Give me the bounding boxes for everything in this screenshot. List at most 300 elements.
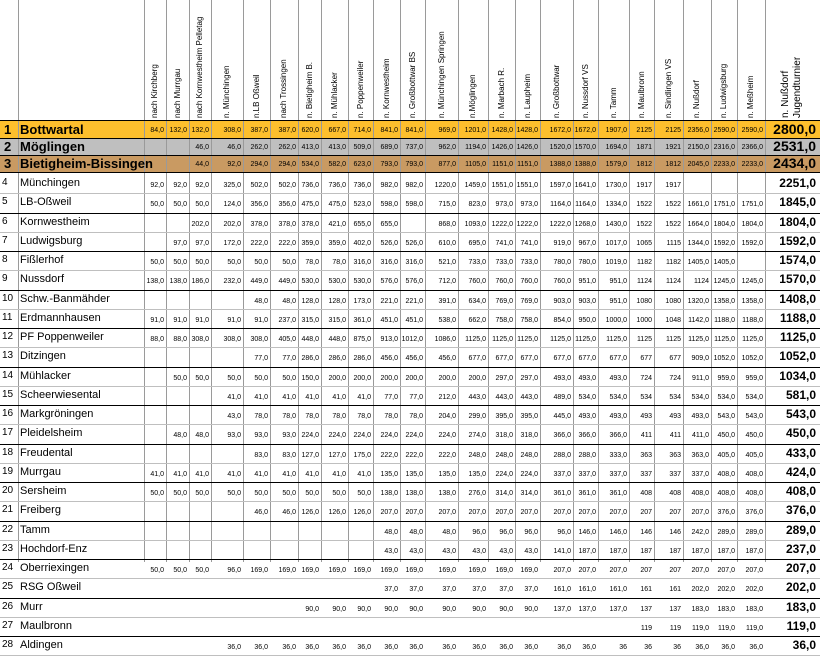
- total-score: 433,0: [785, 445, 816, 460]
- score-cell: 1125: [636, 336, 652, 343]
- score-cell: 127,0: [301, 451, 319, 459]
- score-cell: 1115: [666, 239, 681, 247]
- score-cell: 1334,0: [605, 201, 627, 209]
- score-cell: 316,0: [380, 259, 398, 266]
- score-cell: 449,0: [278, 278, 296, 286]
- score-cell: 221,0: [380, 297, 398, 305]
- score-cell: 1592,0: [741, 239, 763, 247]
- row-rank: 23: [2, 542, 14, 554]
- score-cell: 222,0: [278, 239, 296, 247]
- score-cell: 2590,0: [741, 127, 763, 134]
- score-cell: 308,0: [191, 336, 209, 343]
- column-header-c3: n. Münchingen: [222, 65, 231, 118]
- score-cell: 286,0: [328, 355, 346, 363]
- score-cell: 126,0: [301, 509, 319, 517]
- score-cell: 451,0: [380, 316, 398, 324]
- score-cell: 222,0: [405, 451, 423, 459]
- row-rank: 18: [2, 446, 14, 458]
- score-cell: 534,0: [745, 393, 763, 401]
- score-cell: 951,0: [578, 278, 596, 286]
- score-cell: 634,0: [468, 297, 486, 305]
- score-cell: 780,0: [578, 259, 596, 266]
- score-cell: 1245,0: [741, 278, 763, 286]
- score-cell: 187,0: [578, 547, 596, 555]
- score-cell: 376,0: [717, 509, 735, 517]
- score-cell: 46,0: [195, 144, 209, 151]
- score-cell: 714,0: [353, 127, 371, 134]
- row-separator: [0, 367, 820, 368]
- score-cell: 146: [669, 528, 681, 536]
- score-cell: 83,0: [254, 451, 268, 459]
- score-cell: 363: [640, 451, 652, 459]
- score-cell: 1125,0: [550, 336, 571, 343]
- score-cell: 46,0: [254, 509, 268, 517]
- score-cell: 90,0: [357, 605, 371, 613]
- row-rank: 2: [4, 139, 12, 154]
- score-cell: 294,0: [250, 161, 268, 168]
- score-cell: 92,0: [227, 161, 241, 168]
- score-cell: 623,0: [353, 161, 371, 168]
- score-cell: 903,0: [578, 297, 596, 305]
- score-cell: 207,0: [745, 567, 763, 574]
- score-cell: 677: [640, 355, 652, 363]
- score-cell: 224,0: [328, 432, 346, 440]
- row-separator: [0, 424, 820, 425]
- score-cell: 1694,0: [605, 144, 627, 151]
- score-cell: 361,0: [578, 490, 596, 497]
- column-header-c7: n. Mühlacker: [329, 72, 339, 118]
- score-cell: 363,0: [691, 451, 709, 459]
- score-cell: 1358,0: [741, 297, 763, 305]
- total-score: 1574,0: [779, 253, 816, 267]
- score-cell: 366,0: [553, 432, 571, 440]
- score-cell: 224,0: [520, 470, 538, 478]
- score-cell: 274,0: [468, 432, 486, 440]
- row-separator: [0, 540, 820, 541]
- club-name: Schw.-Banmähder: [20, 292, 110, 305]
- score-cell: 150,0: [301, 374, 319, 382]
- score-cell: 951,0: [609, 297, 627, 305]
- score-cell: 207,0: [691, 567, 709, 574]
- score-cell: 173,0: [353, 297, 371, 305]
- score-cell: 248,0: [468, 451, 486, 459]
- row-separator: [0, 463, 820, 464]
- score-cell: 90,0: [332, 605, 346, 613]
- score-cell: 50,0: [150, 567, 164, 574]
- score-cell: 1182: [636, 259, 652, 266]
- score-cell: 366,0: [578, 432, 596, 440]
- score-cell: 78,0: [305, 259, 319, 266]
- score-cell: 443,0: [520, 393, 538, 401]
- total-score: 2434,0: [773, 155, 816, 171]
- score-cell: 408,0: [717, 490, 735, 497]
- score-cell: 677,0: [495, 355, 513, 363]
- score-cell: 138,0: [438, 490, 456, 497]
- score-cell: 207,0: [578, 567, 596, 574]
- score-cell: 78,0: [409, 413, 423, 420]
- score-cell: 1388,0: [549, 161, 571, 168]
- score-cell: 959,0: [745, 374, 763, 382]
- score-cell: 43,0: [524, 547, 538, 555]
- score-cell: 288,0: [578, 451, 596, 459]
- score-cell: 207,0: [578, 509, 596, 517]
- row-rank: 4: [2, 177, 8, 188]
- score-cell: 1124: [665, 278, 681, 286]
- score-cell: 48,0: [254, 297, 268, 305]
- score-cell: 202,0: [691, 586, 709, 594]
- score-cell: 493,0: [578, 413, 596, 420]
- score-cell: 169,0: [278, 567, 296, 574]
- score-cell: 78,0: [332, 413, 346, 420]
- score-cell: 677,0: [578, 355, 596, 363]
- score-cell: 161,0: [578, 586, 596, 594]
- score-cell: 186,0: [191, 278, 209, 286]
- club-name: Bottwartal: [20, 122, 84, 137]
- score-cell: 36: [673, 644, 681, 651]
- club-name: Münchingen: [20, 177, 80, 189]
- score-cell: 598,0: [405, 201, 423, 209]
- score-cell: 1105,0: [465, 161, 486, 168]
- club-name: Mühlacker: [20, 369, 71, 382]
- score-cell: 1017,0: [605, 239, 627, 247]
- score-cell: 137,0: [578, 605, 596, 613]
- score-cell: 1220,0: [434, 182, 456, 189]
- score-cell: 2045,0: [687, 161, 709, 168]
- row-separator: [0, 444, 820, 445]
- score-cell: 534,0: [301, 161, 319, 168]
- club-name: Nussdorf: [20, 273, 65, 286]
- score-cell: 48,0: [409, 528, 423, 536]
- score-cell: 1320,0: [687, 297, 709, 305]
- score-cell: 1917: [665, 182, 681, 189]
- score-cell: 169,0: [468, 567, 486, 574]
- score-cell: 450,0: [717, 432, 735, 440]
- score-cell: 689,0: [380, 144, 398, 151]
- row-rank: 13: [2, 350, 14, 362]
- score-cell: 41,0: [357, 470, 371, 478]
- score-cell: 207,0: [691, 509, 709, 517]
- score-cell: 366,0: [609, 432, 627, 440]
- total-score: 1125,0: [779, 330, 816, 344]
- score-cell: 119: [640, 624, 652, 632]
- score-cell: 402,0: [353, 239, 371, 247]
- score-cell: 187: [640, 547, 652, 555]
- score-cell: 1019,0: [605, 259, 627, 266]
- score-cell: 973,0: [495, 201, 513, 209]
- score-cell: 1812: [665, 161, 681, 168]
- score-cell: 41,0: [150, 470, 164, 478]
- score-cell: 769,0: [495, 297, 513, 305]
- score-cell: 224,0: [495, 470, 513, 478]
- score-cell: 78,0: [384, 413, 398, 420]
- score-cell: 1570,0: [574, 144, 596, 151]
- score-cell: 141,0: [553, 547, 571, 555]
- score-cell: 207,0: [380, 509, 398, 517]
- score-cell: 146,0: [578, 528, 596, 536]
- score-cell: 161: [640, 586, 652, 594]
- score-cell: 289,0: [717, 528, 735, 536]
- score-cell: 96,0: [472, 528, 486, 536]
- score-cell: 982,0: [405, 182, 423, 189]
- score-cell: 90,0: [305, 605, 319, 613]
- score-cell: 41,0: [305, 470, 319, 478]
- score-cell: 1388,0: [574, 161, 596, 168]
- row-separator: [0, 138, 820, 139]
- score-cell: 2366,0: [741, 144, 763, 151]
- row-separator: [0, 501, 820, 502]
- score-cell: 78,0: [357, 413, 371, 420]
- score-cell: 248,0: [495, 451, 513, 459]
- score-cell: 200,0: [328, 374, 346, 382]
- total-score: 119,0: [786, 618, 816, 633]
- score-cell: 93,0: [227, 432, 241, 440]
- score-cell: 576,0: [405, 278, 423, 286]
- score-cell: 1164,0: [550, 201, 571, 209]
- score-cell: 534,0: [691, 393, 709, 401]
- score-cell: 530,0: [353, 278, 371, 286]
- score-cell: 44,0: [195, 161, 209, 168]
- score-cell: 733,0: [495, 259, 513, 266]
- score-cell: 37,0: [384, 586, 398, 594]
- score-cell: 77,0: [409, 393, 423, 401]
- score-cell: 78,0: [332, 259, 346, 266]
- score-cell: 96,0: [227, 567, 241, 574]
- score-cell: 1222,0: [491, 220, 513, 228]
- score-cell: 299,0: [468, 413, 486, 420]
- club-name: PF Poppenweiler: [20, 331, 104, 343]
- score-cell: 288,0: [553, 451, 571, 459]
- column-header-c4: n.LB Oßweil: [251, 74, 261, 118]
- column-header-c13: n. Marbach R.: [496, 67, 506, 118]
- total-score: 1592,0: [779, 233, 816, 248]
- row-rank: 15: [2, 388, 14, 400]
- row-separator: [0, 578, 820, 579]
- score-cell: 50,0: [282, 490, 296, 497]
- score-cell: 1052,0: [741, 355, 763, 363]
- score-cell: 903,0: [553, 297, 571, 305]
- score-cell: 50,0: [195, 490, 209, 497]
- score-cell: 534,0: [578, 393, 596, 401]
- score-cell: 232,0: [223, 278, 241, 286]
- score-cell: 36: [619, 644, 627, 651]
- score-cell: 325,0: [223, 182, 241, 189]
- score-cell: 50,0: [173, 490, 187, 497]
- score-cell: 187,0: [691, 547, 709, 555]
- score-cell: 119,0: [718, 624, 735, 632]
- score-cell: 1125,0: [575, 336, 596, 343]
- score-cell: 77,0: [254, 355, 268, 363]
- score-cell: 315,0: [301, 316, 319, 324]
- score-cell: 337,0: [578, 470, 596, 478]
- score-cell: 224,0: [405, 432, 423, 440]
- score-cell: 724: [669, 374, 681, 382]
- score-cell: 854,0: [553, 316, 571, 324]
- score-cell: 337,0: [691, 470, 709, 478]
- club-name: Bietigheim-Bissingen: [20, 156, 153, 171]
- score-cell: 146: [640, 528, 652, 536]
- score-cell: 695,0: [468, 239, 486, 247]
- score-cell: 1597,0: [549, 182, 571, 189]
- score-cell: 1641,0: [574, 182, 596, 189]
- score-cell: 737,0: [405, 144, 423, 151]
- score-cell: 451,0: [405, 316, 423, 324]
- score-cell: 207: [640, 567, 652, 574]
- score-cell: 50,0: [195, 567, 209, 574]
- score-cell: 913,0: [380, 336, 398, 343]
- score-cell: 43,0: [384, 547, 398, 555]
- score-cell: 200,0: [405, 374, 423, 382]
- score-cell: 242,0: [691, 528, 709, 536]
- score-cell: 841,0: [405, 127, 423, 134]
- score-cell: 1405,0: [713, 259, 735, 266]
- club-name: Kornwestheim: [20, 215, 90, 228]
- score-cell: 408,0: [717, 470, 735, 478]
- column-header-c22: n. Meßheim: [746, 75, 755, 118]
- column-header-c2: nach Kornwestheim Pelletag: [195, 16, 204, 118]
- score-cell: 677,0: [553, 355, 571, 363]
- score-cell: 411: [640, 432, 652, 440]
- club-name: Markgröningen: [20, 408, 94, 420]
- score-cell: 1125,0: [606, 336, 627, 343]
- score-cell: 395,0: [495, 413, 513, 420]
- score-cell: 1188,0: [742, 316, 763, 324]
- score-cell: 169,0: [328, 567, 346, 574]
- score-cell: 1672,0: [574, 127, 596, 134]
- score-cell: 135,0: [468, 470, 486, 478]
- club-name: Tamm: [20, 523, 50, 536]
- score-cell: 91,0: [195, 316, 209, 324]
- score-cell: 138,0: [380, 490, 398, 497]
- score-cell: 1125,0: [492, 336, 513, 343]
- score-cell: 91,0: [254, 316, 268, 324]
- score-cell: 1551,0: [491, 182, 513, 189]
- score-cell: 1917: [636, 182, 652, 189]
- score-cell: 48,0: [384, 528, 398, 536]
- row-separator: [0, 328, 820, 329]
- score-cell: 262,0: [250, 144, 268, 151]
- score-cell: 1201,0: [464, 127, 486, 134]
- score-cell: 875,0: [353, 336, 371, 343]
- score-cell: 202,0: [223, 220, 241, 228]
- total-score: 1188,0: [779, 310, 816, 325]
- score-cell: 1125,0: [517, 336, 538, 343]
- row-rank: 10: [2, 292, 14, 304]
- score-cell: 200,0: [468, 374, 486, 382]
- score-cell: 50,0: [332, 490, 346, 497]
- score-cell: 1522: [636, 220, 652, 228]
- score-cell: 973,0: [520, 201, 538, 209]
- total-score: 581,0: [785, 387, 816, 402]
- column-header-c10: n. Großbottwar BS: [407, 51, 417, 118]
- score-cell: 2356,0: [687, 127, 709, 134]
- score-cell: 493,0: [609, 413, 627, 420]
- score-cell: 1151,0: [517, 161, 538, 168]
- score-cell: 1222,0: [516, 220, 538, 228]
- score-cell: 493,0: [691, 413, 709, 420]
- score-cell: 50,0: [150, 201, 164, 209]
- score-cell: 48,0: [442, 528, 456, 536]
- score-cell: 448,0: [328, 336, 346, 343]
- score-cell: 41,0: [173, 470, 187, 478]
- score-cell: 408,0: [691, 490, 709, 497]
- score-cell: 187: [669, 547, 681, 555]
- score-cell: 1520,0: [549, 144, 571, 151]
- score-cell: 169,0: [405, 567, 423, 574]
- score-cell: 119,0: [746, 624, 763, 632]
- column-header-total-line1: n. Nußdorf: [780, 70, 791, 118]
- score-cell: 1000,0: [605, 316, 627, 324]
- score-cell: 172,0: [223, 239, 241, 247]
- total-score: 1804,0: [779, 214, 816, 229]
- score-cell: 387,0: [250, 127, 268, 134]
- score-cell: 207,0: [520, 509, 538, 517]
- column-header-c1: nach Murrgau: [172, 68, 182, 118]
- score-cell: 1522: [636, 201, 652, 209]
- score-cell: 475,0: [328, 201, 346, 209]
- score-cell: 36,0: [357, 644, 371, 651]
- score-cell: 92,0: [173, 182, 187, 189]
- score-cell: 224,0: [353, 432, 371, 440]
- score-cell: 2125: [665, 127, 681, 134]
- score-cell: 598,0: [380, 201, 398, 209]
- club-name: Hochdorf-Enz: [20, 542, 88, 555]
- score-cell: 50,0: [173, 201, 187, 209]
- score-cell: 316,0: [353, 259, 371, 266]
- score-cell: 733,0: [468, 259, 486, 266]
- score-cell: 48,0: [173, 432, 187, 440]
- row-rank: 9: [2, 273, 8, 285]
- score-cell: 1551,0: [516, 182, 538, 189]
- score-cell: 1426,0: [516, 144, 538, 151]
- score-cell: 308,0: [223, 127, 241, 134]
- score-cell: 1222,0: [549, 220, 571, 228]
- total-score: 2251,0: [779, 176, 816, 190]
- score-cell: 137: [669, 605, 681, 613]
- score-cell: 1672,0: [549, 127, 571, 134]
- score-cell: 286,0: [353, 355, 371, 363]
- score-cell: 526,0: [380, 239, 398, 247]
- score-cell: 294,0: [278, 161, 296, 168]
- score-cell: 92,0: [195, 182, 209, 189]
- row-separator: [0, 521, 820, 522]
- score-cell: 41,0: [227, 470, 241, 478]
- column-header-c18: n. Maulbronn: [636, 71, 646, 118]
- score-cell: 760,0: [495, 278, 513, 286]
- score-cell: 677,0: [609, 355, 627, 363]
- score-cell: 50,0: [282, 259, 296, 266]
- score-cell: 43,0: [499, 547, 513, 555]
- score-cell: 50,0: [254, 374, 268, 382]
- score-cell: 161,0: [553, 586, 571, 594]
- score-cell: 405,0: [745, 451, 763, 459]
- score-cell: 187,0: [609, 547, 627, 555]
- row-separator: [0, 598, 820, 599]
- row-rank: 27: [2, 619, 14, 631]
- score-cell: 318,0: [495, 432, 513, 440]
- score-cell: 318,0: [520, 432, 538, 440]
- score-cell: 405,0: [717, 451, 735, 459]
- score-cell: 276,0: [468, 490, 486, 497]
- score-cell: 200,0: [438, 374, 456, 382]
- score-cell: 493,0: [553, 374, 571, 382]
- score-cell: 962,0: [438, 144, 456, 151]
- score-cell: 1012,0: [401, 336, 423, 343]
- score-cell: 132,0: [169, 127, 187, 134]
- score-cell: 1661,0: [687, 201, 709, 209]
- score-cell: 2233,0: [713, 161, 735, 168]
- row-rank: 7: [2, 234, 8, 246]
- score-cell: 37,0: [524, 586, 538, 594]
